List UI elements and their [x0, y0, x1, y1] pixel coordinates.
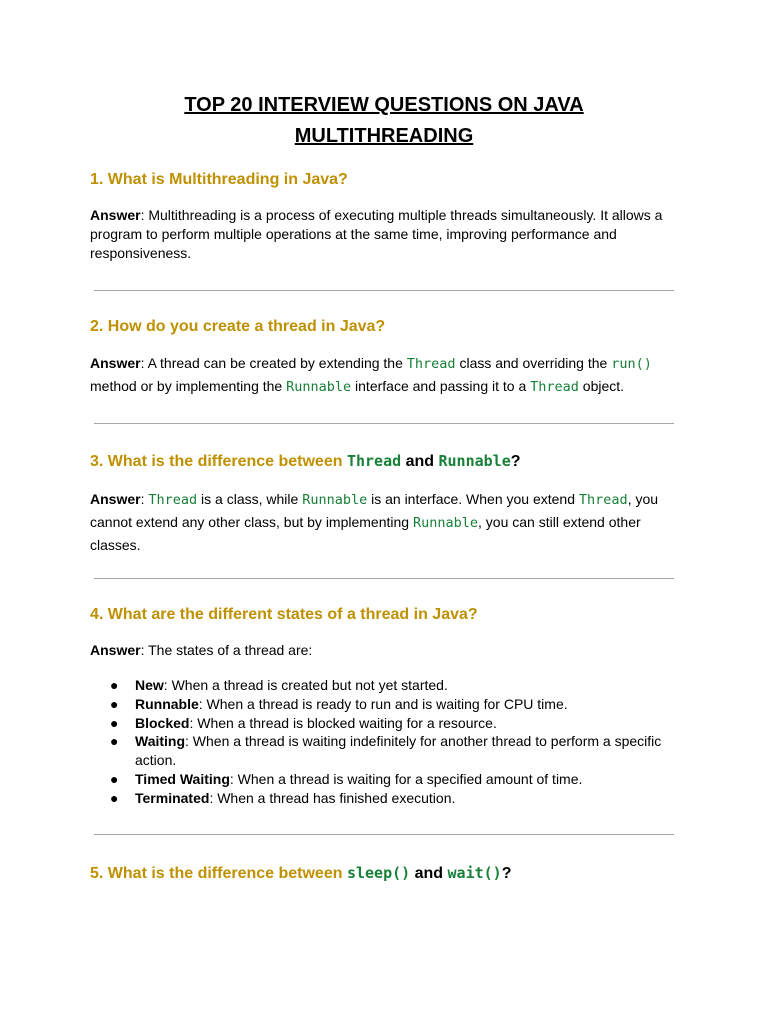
question-2-heading: 2. How do you create a thread in Java? [90, 318, 386, 335]
state-name: Timed Waiting [135, 770, 230, 787]
list-item [90, 676, 680, 695]
state-description: : When a thread has finished execution. [209, 789, 456, 806]
bullet-icon: ● [110, 714, 119, 731]
answer-label: Answer [90, 207, 141, 223]
list-item [90, 695, 680, 714]
answer-3-text: is an interface. When you extend [367, 491, 579, 507]
question-5-text: and [410, 865, 448, 882]
section-divider [94, 834, 674, 835]
code-runnable: Runnable [438, 452, 511, 470]
answer-2-text: interface and passing it to a [351, 378, 531, 394]
answer-2-text: method or by implementing the [90, 378, 287, 394]
thread-states-list [90, 676, 680, 808]
state-description: : When a thread is created but not yet started. [163, 677, 448, 693]
answer-3-text: , you can still extend other classes. [90, 514, 641, 553]
list-item [90, 714, 680, 733]
state-name: New [135, 677, 164, 693]
section-divider [94, 578, 674, 579]
code-runnable: Runnable [412, 515, 478, 531]
answer-3-colon: : [140, 491, 149, 507]
code-runnable: Runnable [302, 492, 368, 508]
answer-label: Answer [90, 491, 141, 507]
bullet-icon: ● [110, 733, 119, 750]
bullet-icon: ● [110, 770, 119, 787]
state-name: Terminated [135, 789, 210, 806]
answer-3 [90, 488, 670, 556]
code-run: run() [611, 356, 652, 372]
list-item [90, 732, 680, 770]
document-title [0, 90, 768, 152]
answer-label: Answer [90, 355, 141, 371]
title-line-1: TOP 20 INTERVIEW QUESTIONS ON JAVA [184, 94, 584, 116]
question-3-text: 3. What is the difference between [90, 453, 347, 470]
answer-1 [90, 206, 670, 263]
bullet-icon: ● [110, 677, 119, 693]
question-1-heading: 1. What is Multithreading in Java? [90, 171, 348, 188]
question-3-heading [90, 451, 690, 472]
code-thread: Thread [406, 356, 456, 372]
code-thread: Thread [148, 492, 198, 508]
section-divider [94, 423, 674, 424]
answer-label: Answer [90, 642, 141, 658]
answer-1-text: : Multithreading is a process of executing multiple threads simultaneously. It allows a program to perform multiple operations at the same time, improving performance and responsiveness. [90, 207, 663, 261]
code-thread: Thread [530, 379, 579, 395]
question-3-text: and [401, 453, 439, 470]
answer-2-text: object. [578, 378, 625, 394]
code-thread: Thread [578, 492, 628, 508]
code-thread: Thread [346, 452, 402, 470]
question-5-heading [90, 863, 690, 884]
list-item [90, 770, 680, 789]
bullet-icon: ● [110, 789, 119, 806]
question-5-text: ? [501, 865, 512, 882]
list-item [90, 789, 680, 808]
bullet-icon: ● [110, 695, 119, 712]
answer-4 [90, 641, 670, 660]
answer-2-text: class and overriding the [455, 355, 612, 371]
code-runnable: Runnable [286, 379, 352, 395]
answer-2-text: : A thread can be created by extending the [140, 355, 407, 371]
code-wait: wait() [447, 864, 502, 882]
answer-2 [90, 352, 670, 398]
state-name: Waiting [135, 733, 186, 750]
state-description: : When a thread is waiting for a specified amount of time. [229, 770, 583, 787]
answer-4-text: : The states of a thread are: [140, 642, 313, 658]
state-name: Runnable [135, 695, 199, 712]
title-line-2: MULTITHREADING [294, 125, 474, 147]
state-description: : When a thread is waiting indefinitely for another thread to perform a specific action. [135, 733, 662, 769]
state-name: Blocked [135, 714, 190, 731]
answer-3-text: is a class, while [197, 491, 303, 507]
state-description: : When a thread is blocked waiting for a resource. [189, 714, 497, 731]
answer-3-text: , you cannot extend any other class, but by implementing [90, 491, 659, 530]
state-description: : When a thread is ready to run and is waiting for CPU time. [198, 695, 568, 712]
code-sleep: sleep() [346, 864, 411, 882]
question-3-text: ? [510, 453, 521, 470]
question-5-text: 5. What is the difference between [90, 865, 347, 882]
question-4-heading: 4. What are the different states of a thread in Java? [90, 606, 478, 623]
section-divider [94, 290, 674, 291]
